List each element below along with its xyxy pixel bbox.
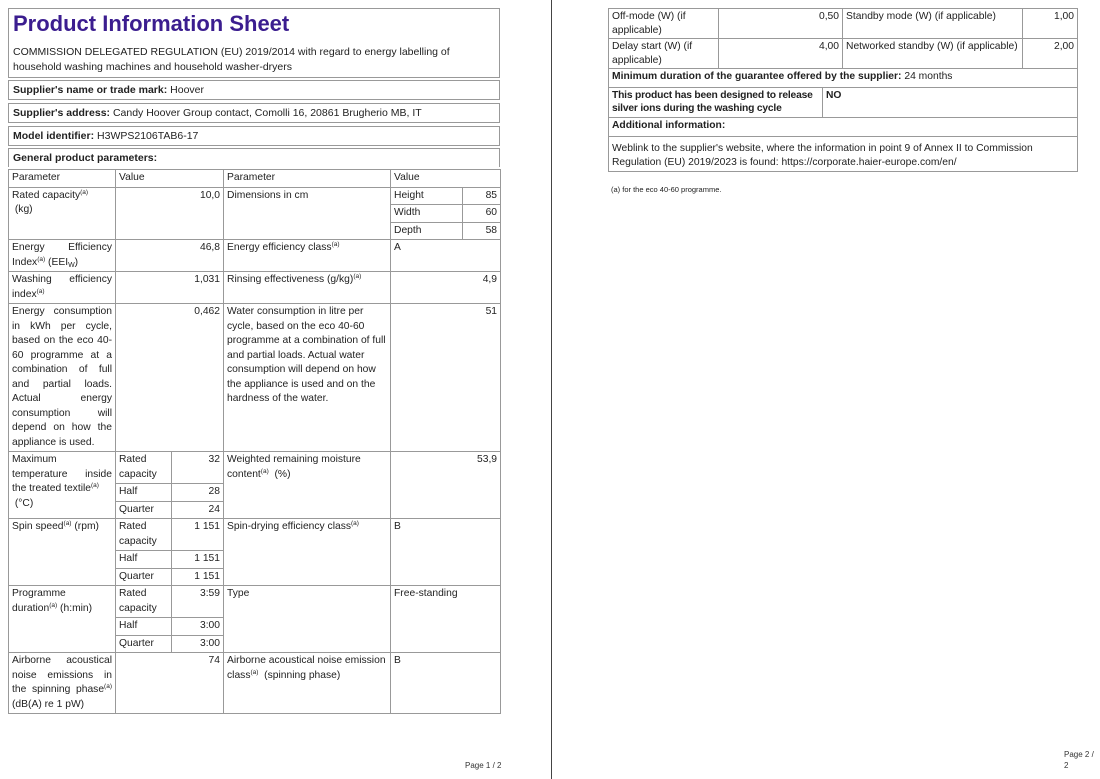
- noise-value: 74: [116, 653, 224, 714]
- power-table: [608, 8, 1078, 172]
- max-temp-rated-value: 32: [172, 452, 224, 484]
- programme-duration-label: Programme duration$^{(a)}$ (h:min): [9, 586, 116, 653]
- supplier-address-label: Supplier's address:: [13, 107, 111, 119]
- duration-half-value: 3:00: [172, 618, 224, 636]
- rated-capacity-sublabel: Rated capacity: [116, 452, 172, 484]
- supplier-name: Hoover: [170, 84, 204, 96]
- footnote: (a) for the eco 40-60 programme.: [611, 185, 722, 194]
- table-row: [9, 586, 501, 618]
- height-label: Height: [391, 187, 463, 205]
- model-identifier: H3WPS2106TAB6-17: [97, 130, 199, 142]
- weblink-url[interactable]: https://corporate.haier-europe.com/en/: [781, 156, 957, 168]
- washing-efficiency-value: 1,031: [116, 272, 224, 304]
- water-consumption-value: 51: [391, 304, 501, 452]
- quarter-sublabel: Quarter: [116, 501, 172, 519]
- col-header-value: Value: [116, 170, 224, 188]
- table-row: [9, 304, 501, 452]
- table-row: [9, 187, 501, 205]
- rinsing-value: 4,9: [391, 272, 501, 304]
- additional-info-label: Additional information:: [609, 117, 1078, 137]
- dimensions-label: Dimensions in cm: [224, 187, 391, 240]
- max-temp-half-value: 28: [172, 484, 224, 502]
- table-row: [609, 9, 1078, 39]
- silver-value: NO: [823, 87, 1078, 117]
- half-sublabel: Half: [116, 551, 172, 569]
- table-row: [609, 69, 1078, 88]
- table-row: [9, 240, 501, 272]
- standby-label: Standby mode (W) (if applicable): [843, 9, 1023, 39]
- half-sublabel: Half: [116, 484, 172, 502]
- noise-label: Airborne acoustical noise emissions in the spinning phase$^{(a)}$ (dB(A) re 1 pW): [9, 653, 116, 714]
- off-mode-value: 0,50: [719, 9, 843, 39]
- width-value: 60: [463, 205, 501, 223]
- moisture-label: Weighted remaining moisture content$^{(a)}$ (%): [224, 452, 391, 519]
- delay-start-label: Delay start (W) (if applicable): [609, 39, 719, 69]
- spin-speed-label: Spin speed$^{(a)}$ (rpm): [9, 519, 116, 586]
- header-box: [8, 8, 500, 78]
- supplier-name-row: [8, 80, 500, 100]
- rated-capacity-value: 10,0: [116, 187, 224, 240]
- depth-value: 58: [463, 222, 501, 240]
- moisture-value: 53,9: [391, 452, 501, 519]
- depth-label: Depth: [391, 222, 463, 240]
- noise-class-label: Airborne acoustical noise emission class$^{(a)}$ (spinning phase): [224, 653, 391, 714]
- model-row: [8, 126, 500, 146]
- col-header-value-2: Value: [391, 170, 501, 188]
- table-header-row: [9, 170, 501, 188]
- page-title: Product Information Sheet: [13, 11, 290, 36]
- height-value: 85: [463, 187, 501, 205]
- page-number: Page 1 / 2: [465, 760, 502, 770]
- rated-capacity-label: Rated capacity$^{(a)}$ (kg): [9, 187, 116, 240]
- half-sublabel: Half: [116, 618, 172, 636]
- quarter-sublabel: Quarter: [116, 635, 172, 653]
- table-row: [609, 87, 1078, 117]
- spin-rated-value: 1 151: [172, 519, 224, 551]
- table-row: [9, 272, 501, 304]
- supplier-name-label: Supplier's name or trade mark:: [13, 84, 168, 96]
- delay-start-value: 4,00: [719, 39, 843, 69]
- networked-standby-label: Networked standby (W) (if applicable): [843, 39, 1023, 69]
- weblink-row: Weblink to the supplier's website, where the information in point 9 of Annex II to Commission Regulation (EU) 2019/2023 is found: https://corporate.haier-europe.com/en/: [609, 137, 1078, 172]
- table-row: [9, 452, 501, 484]
- max-temp-quarter-value: 24: [172, 501, 224, 519]
- type-value: Free-standing: [391, 586, 501, 653]
- model-label: Model identifier:: [13, 130, 95, 142]
- type-label: Type: [224, 586, 391, 653]
- page-2: [552, 0, 1100, 779]
- rinsing-label: Rinsing effectiveness $(g/kg)^{(a)}$: [224, 272, 391, 304]
- table-row: [9, 519, 501, 551]
- duration-quarter-value: 3:00: [172, 635, 224, 653]
- table-row: [9, 653, 501, 714]
- spin-quarter-value: 1 151: [172, 568, 224, 586]
- duration-rated-value: 3:59: [172, 586, 224, 618]
- regulation-text: COMMISSION DELEGATED REGULATION (EU) 2019/2014 with regard to energy labelling of household washing machines and household washer-dryers: [13, 46, 450, 73]
- off-mode-label: Off-mode (W) (if applicable): [609, 9, 719, 39]
- table-row: [609, 39, 1078, 69]
- networked-standby-value: 2,00: [1023, 39, 1078, 69]
- table-row: [609, 117, 1078, 137]
- silver-label: This product has been designed to release silver ions during the washing cycle: [609, 87, 823, 117]
- water-consumption-label: Water consumption in litre per cycle, based on the eco 40-60 programme at a combination of full and partial loads. Actual water consumption will depend on how the appliance is used and on the hardness of the water.: [224, 304, 391, 452]
- page-number: Page 2 / 2: [1064, 749, 1094, 770]
- rated-capacity-sublabel: Rated capacity: [116, 519, 172, 551]
- eei-label: Energy Efficiency Index$^{(a)}$ $(EEI_W)$: [9, 240, 116, 272]
- guarantee-row: Minimum duration of the guarantee offered by the supplier: 24 months: [609, 69, 1078, 88]
- spin-half-value: 1 151: [172, 551, 224, 569]
- max-temperature-label: Maximum temperature inside the treated textile$^{(a)}$ (°C): [9, 452, 116, 519]
- general-params-label: General product parameters:: [13, 152, 158, 164]
- energy-consumption-value: 0,462: [116, 304, 224, 452]
- noise-class-value: B: [391, 653, 501, 714]
- width-label: Width: [391, 205, 463, 223]
- standby-value: 1,00: [1023, 9, 1078, 39]
- general-params-row: [8, 148, 500, 167]
- energy-consumption-label: Energy consumption in kWh per cycle, based on the eco 40-60 programme at a combination of full and partial loads. Actual energy consumption will depend on how the appliance is used.: [9, 304, 116, 452]
- parameters-table: [8, 169, 501, 714]
- eei-value: 46,8: [116, 240, 224, 272]
- energy-class-label: Energy efficiency class$^{(a)}$: [224, 240, 391, 272]
- supplier-address-row: [8, 103, 500, 123]
- quarter-sublabel: Quarter: [116, 568, 172, 586]
- col-header-parameter-2: Parameter: [224, 170, 391, 188]
- spin-class-label: Spin-drying efficiency class$^{(a)}$: [224, 519, 391, 586]
- col-header-parameter: Parameter: [9, 170, 116, 188]
- supplier-address: Candy Hoover Group contact, Comolli 16, 20861 Brugherio MB, IT: [112, 107, 422, 119]
- spin-class-value: B: [391, 519, 501, 586]
- washing-efficiency-label: Washing efficiency index$^{(a)}$: [9, 272, 116, 304]
- rated-capacity-sublabel: Rated capacity: [116, 586, 172, 618]
- table-row: [609, 137, 1078, 172]
- energy-class-value: A: [391, 240, 501, 272]
